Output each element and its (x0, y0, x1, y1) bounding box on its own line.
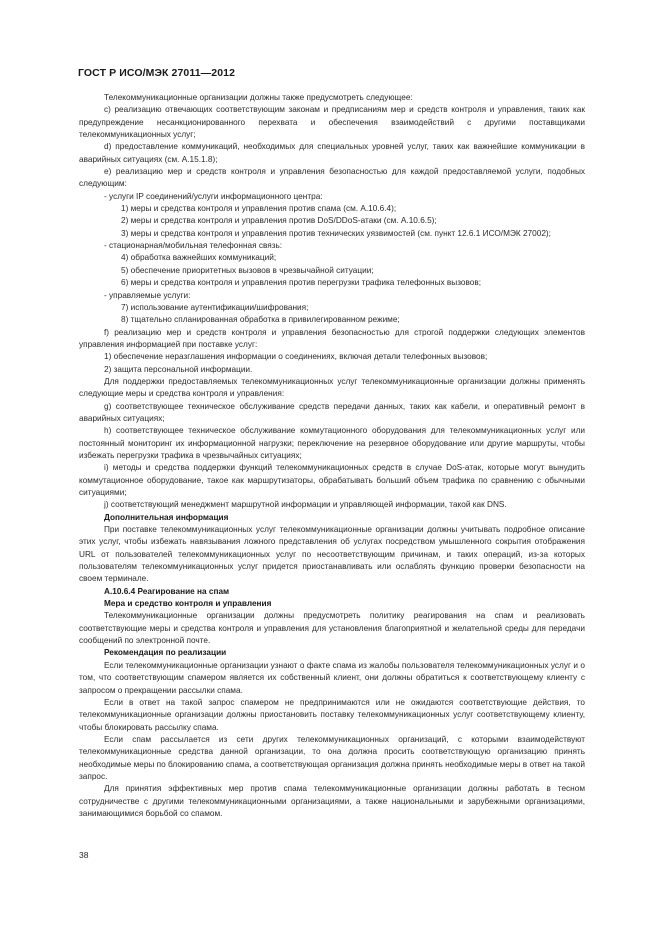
section-heading: Рекомендация по реализации (104, 648, 227, 658)
paragraph: Для поддержки предоставляемых телекоммуникационных услуг телекоммуникационные организации должны применять следующие меры и средства контроля и управления: (79, 376, 585, 399)
paragraph: 2) меры и средства контроля и управления против DoS/DDoS-атаки (см. А.10.6.5); (121, 216, 437, 226)
paragraph: 5) обеспечение приоритетных вызовов в чрезвычайной ситуации; (121, 265, 374, 275)
paragraph: - управляемые услуги: (104, 290, 191, 300)
section-heading: A.10.6.4 Реагирование на спам (104, 586, 230, 596)
paragraph: h) соответствующее техническое обслуживание коммутационного оборудования для телекоммуникационных услуг или постоянный мониторинг их информационной нагрузки; переключение на резервное оборудование или другие маршруты, чтобы избежать перегрузки трафика в чрезвычайных ситуациях; (79, 426, 585, 460)
paragraph: 2) защита персональной информации. (104, 364, 253, 374)
paragraph: 3) меры и средства контроля и управления против технических уязвимостей (см. пункт 12.6.1 ИСО/МЭК 27002); (121, 228, 551, 238)
paragraph: Телекоммуникационные организации должны также предусмотреть следующее: (104, 93, 413, 102)
page-number: 38 (79, 850, 89, 860)
paragraph: - услуги IP соединений/услуги информационного центра: (104, 191, 323, 201)
paragraph: Если в ответ на такой запрос спамером не предпринимаются или не ожидаются соответствующие действия, то телекоммуникационные организации должны приостановить поставку телекоммуникационных услуг соответствующему клиенту, чтобы блокировать рассылку спама. (79, 697, 585, 732)
paragraph: f) реализацию мер и средств контроля и управления безопасностью для строгой поддержки следующих элементов управления информацией при поставке услуг: (79, 327, 585, 349)
paragraph: При поставке телекоммуникационных услуг телекоммуникационные организации должны учитывать подробное описание этих услуг, чтобы избежать навязывания ложного представления об услугах посредством умышленного сокрытия отображения URL от пользователей телекоммуникационных услуг по несоответствующим причинам, и таких операций, из-за которых пользователям телекоммуникационных услуг придется приостанавливать или ослаблять функцию проверки безопасности на своем терминале. (79, 525, 585, 584)
paragraph: e) реализацию мер и средств контроля и управления безопасностью для каждой предоставляемой услуги, подобных следующим: (79, 167, 585, 189)
paragraph: Телекоммуникационные организации должны предусмотреть политику реагирования на спам и реализовать соответствующие меры и средства контроля и управления для установления благоприятной и желательной среды для передачи сообщений по электронной почте. (79, 611, 585, 646)
section-heading: Мера и средство контроля и управления (104, 599, 272, 609)
paragraph: c) реализацию отвечающих соответствующим законам и предписаниям мер и средств контроля и управления, таких как предупреждение несанкционированного перехвата и обеспечения взаимодействий с другими поставщиками телекоммуникационных услуг; (79, 105, 585, 140)
paragraph: 7) использование аутентификации/шифрования; (121, 302, 309, 312)
document-header: ГОСТ Р ИСО/МЭК 27011—2012 (78, 67, 236, 79)
paragraph: Если телекоммуникационные организации узнают о факте спама из жалобы пользователя телекоммуникационных услуг и о том, что соответствующим спамером является их собственный клиент, они должны обратиться к соответствующему клиенту с запросом о прекращении рассылки спама. (79, 660, 585, 695)
paragraph: 8) тщательно спланированная обработка в привилегированном режиме; (121, 315, 400, 325)
paragraph: i) методы и средства поддержки функций телекоммуникационных средств в случае DoS-атак, которые могут вынудить коммутационное оборудование, такое как маршрутизаторы, обрабатывать больший объем трафика по сравнению с обычными ситуациями; (79, 463, 585, 497)
paragraph: 1) меры и средства контроля и управления против спама (см. А.10.6.4); (121, 204, 397, 214)
paragraph: - стационарная/мобильная телефонная связь: (104, 241, 283, 251)
paragraph: 4) обработка важнейших коммуникаций; (121, 253, 277, 263)
paragraph: Если спам рассылается из сети других телекоммуникационных организаций, с которыми взаимодействуют телекоммуникационные средства данной организации, то она должна просить соответствующую организацию принять необходимые меры по блокированию спама, а соответствующая организация должна принять необходимые меры в ответ на такой запрос. (79, 734, 585, 781)
paragraph: j) соответствующий менеджмент маршрутной информации и управляющей информации, такой как DNS. (104, 500, 507, 510)
paragraph: g) соответствующее техническое обслуживание средств передачи данных, таких как кабели, и оперативный ремонт в аварийных ситуациях; (79, 401, 585, 423)
paragraph: d) предоставление коммуникаций, необходимых для специальных уровней услуг, таких как важнейшие коммуникации в аварийных ситуациях (см. А.15.1.8); (79, 142, 585, 164)
document-body (79, 92, 585, 820)
section-heading: Дополнительная информация (104, 512, 229, 522)
paragraph: Для принятия эффективных мер против спама телекоммуникационные организации должны работать в тесном сотрудничестве с другими телекоммуникационными организациями, а также национальными и зарубежными организациями, занимающимися борьбой со спамом. (79, 784, 585, 818)
paragraph: 6) меры и средства контроля и управления против перегрузки трафика телефонных вызовов; (121, 278, 482, 288)
paragraph: 1) обеспечение неразглашения информации о соединениях, включая детали телефонных вызовов; (104, 352, 488, 362)
